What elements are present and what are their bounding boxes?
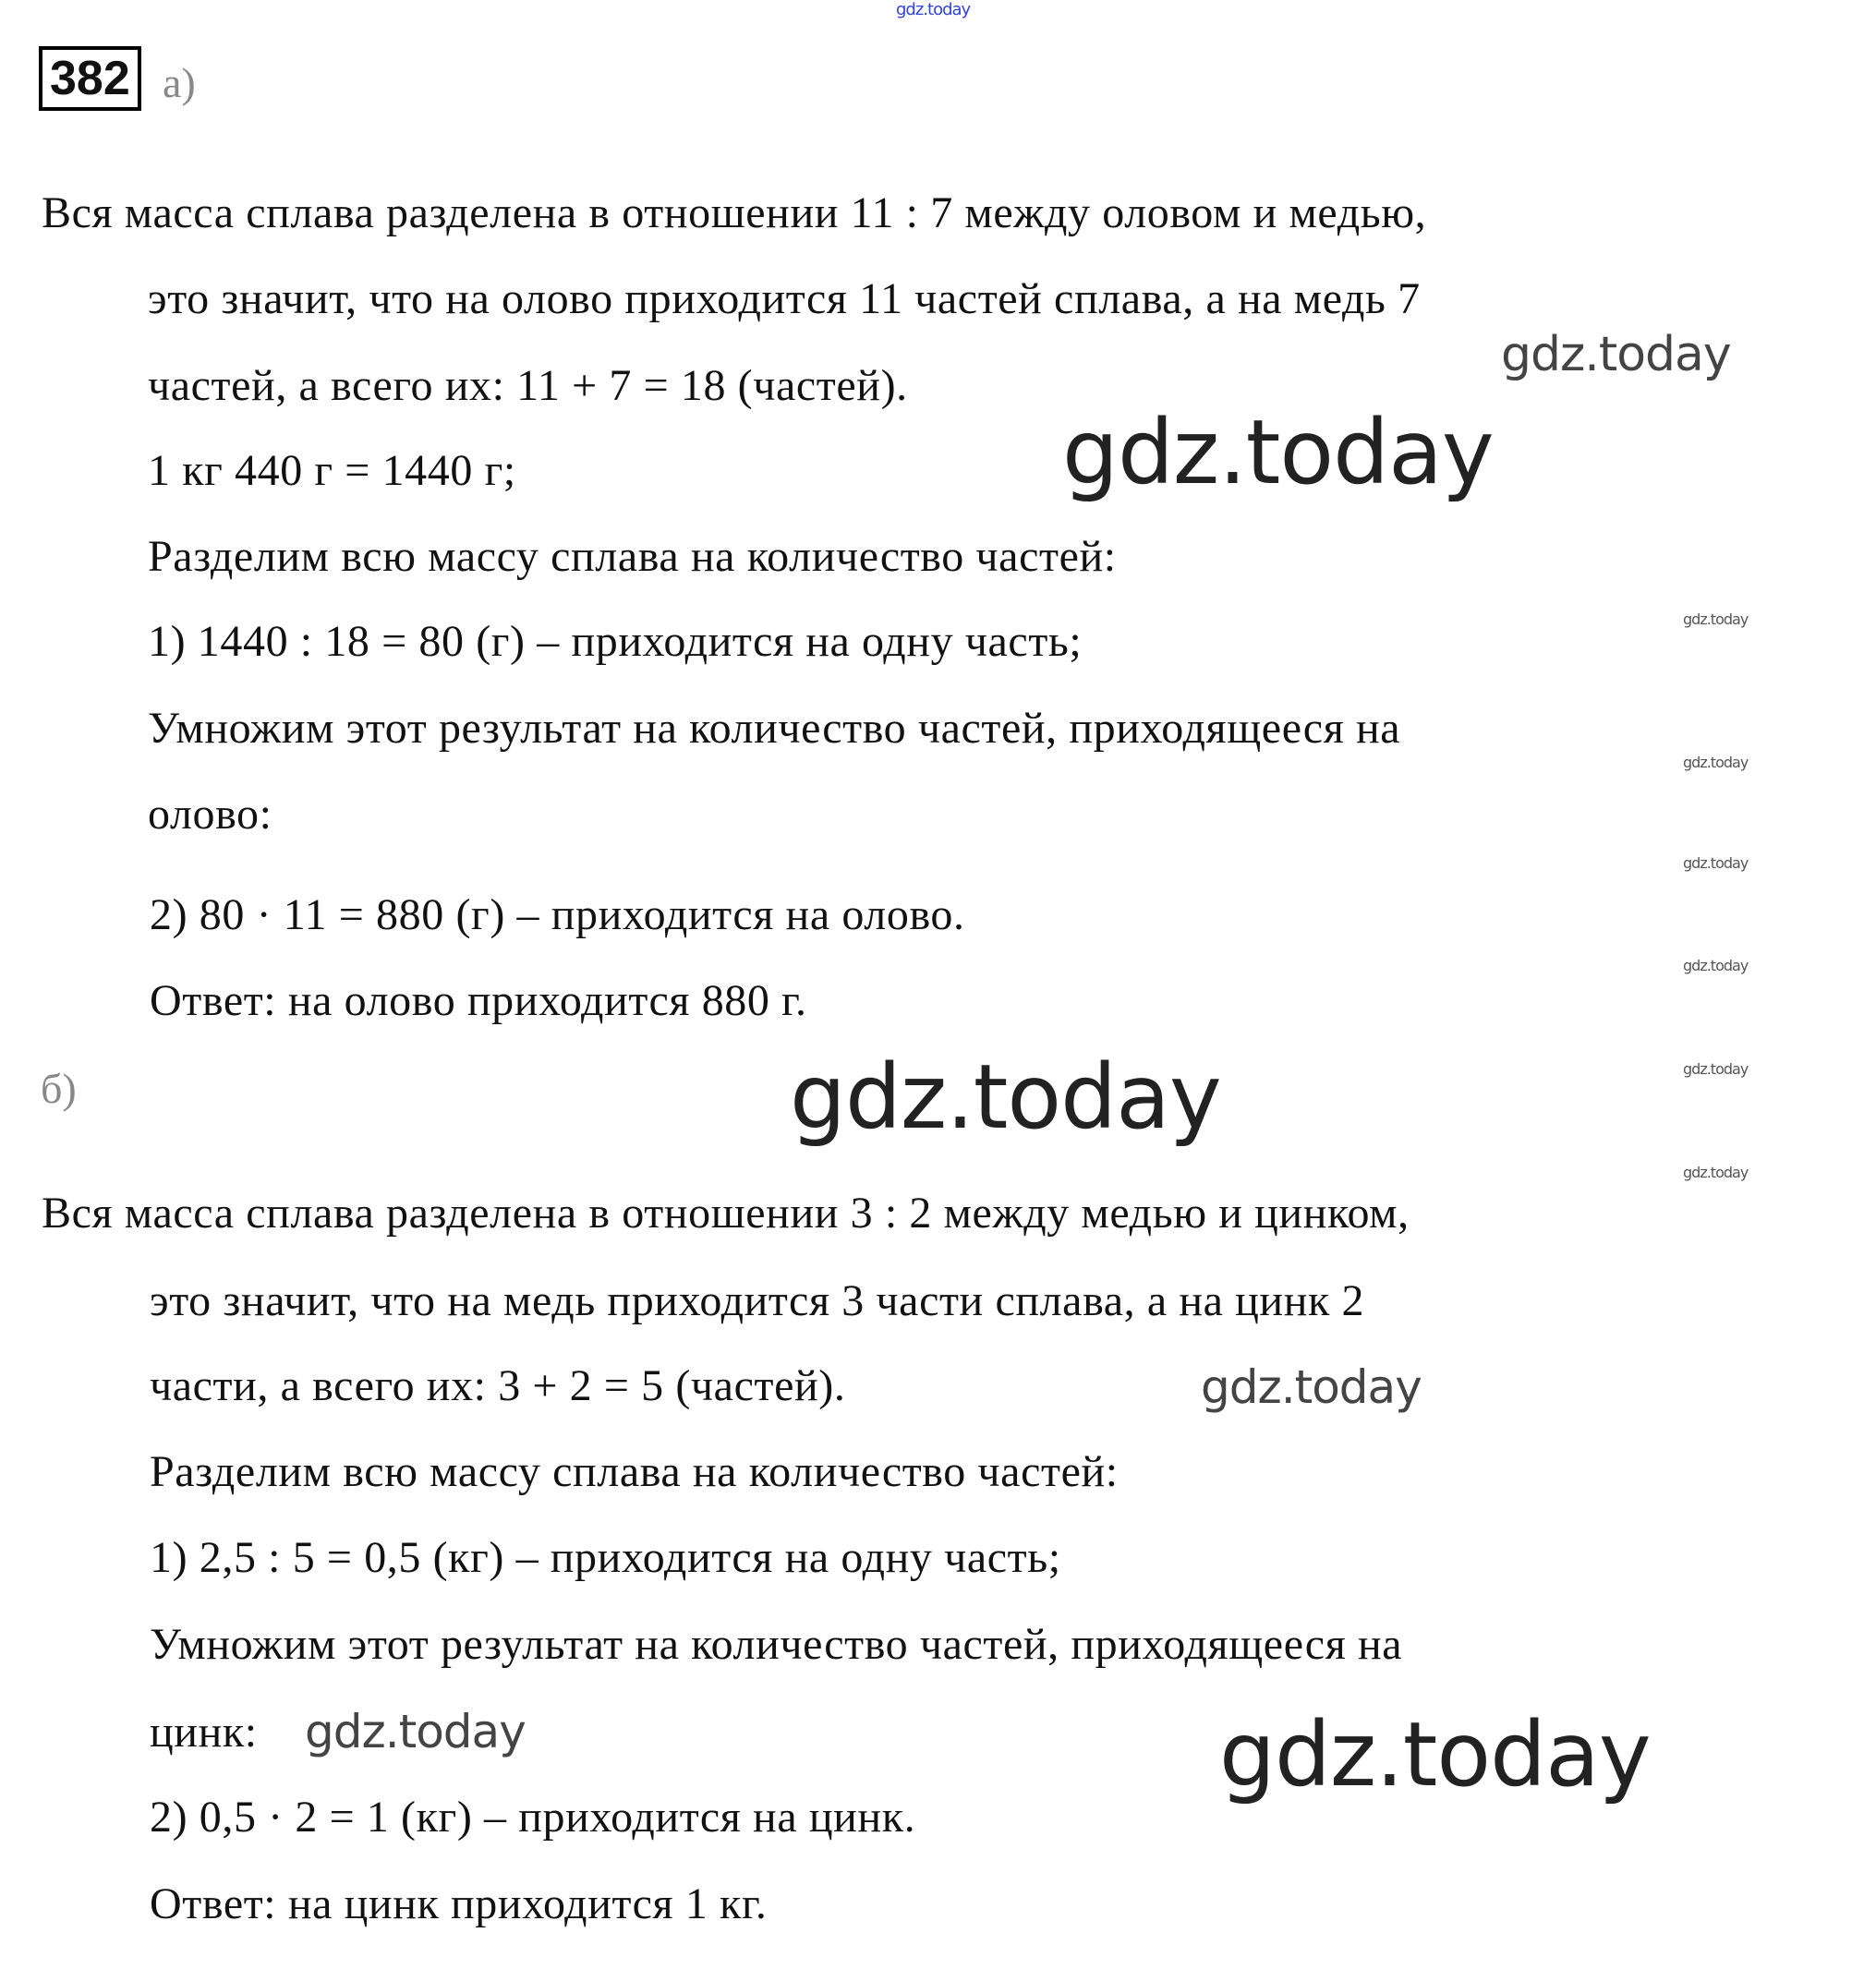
text-line: Вся масса сплава разделена в отношении 3 : 2 между медью и цинком, [42,1189,1410,1238]
watermark: gdz.today [1201,1360,1422,1414]
text-line: 2) 0,5 · 2 = 1 (кг) – приходится на цинк. [150,1793,916,1842]
part-a-label: а) [163,59,196,106]
answer-line: Ответ: на цинк приходится 1 кг. [150,1879,768,1928]
watermark: gdz.today [1683,957,1749,974]
text-line: Разделим всю массу сплава на количество частей: [150,1447,1119,1496]
text-line: 2) 80 · 11 = 880 (г) – приходится на олово. [150,890,965,939]
part-b-label: б) [41,1065,77,1112]
text-line: Умножим этот результат на количество частей, приходящееся на [148,704,1401,753]
text-line: цинк: [150,1708,258,1757]
watermark: gdz.today [305,1705,526,1758]
text-line: это значит, что на олово приходится 11 частей сплава, а на медь 7 [148,274,1421,323]
watermark: gdz.today [1501,327,1731,382]
text-line: 1) 2,5 : 5 = 0,5 (кг) – приходится на одну часть; [150,1533,1061,1582]
text-line: это значит, что на медь приходится 3 части сплава, а на цинк 2 [150,1276,1365,1325]
text-line: 1 кг 440 г = 1440 г; [148,446,516,495]
watermark: gdz.today [1683,1164,1749,1181]
watermark: gdz.today [1683,854,1749,872]
watermark: gdz.today [1219,1703,1651,1806]
watermark: gdz.today [790,1045,1221,1149]
watermark: gdz.today [1683,754,1749,771]
watermark: gdz.today [1683,610,1749,628]
text-line: 1) 1440 : 18 = 80 (г) – приходится на одну часть; [148,617,1083,666]
text-line: частей, а всего их: 11 + 7 = 18 (частей). [148,361,908,410]
text-line: Вся масса сплава разделена в отношении 11 : 7 между оловом и медью, [42,188,1427,237]
answer-line: Ответ: на олово приходится 880 г. [150,976,807,1025]
watermark: gdz.today [896,0,971,19]
text-line: Умножим этот результат на количество частей, приходящееся на [150,1620,1403,1669]
watermark: gdz.today [1062,401,1494,504]
watermark: gdz.today [1683,1060,1749,1078]
problem-number: 382 [39,46,141,111]
text-line: олово: [148,790,272,839]
text-line: части, а всего их: 3 + 2 = 5 (частей). [150,1361,846,1410]
text-line: Разделим всю массу сплава на количество частей: [148,532,1117,581]
